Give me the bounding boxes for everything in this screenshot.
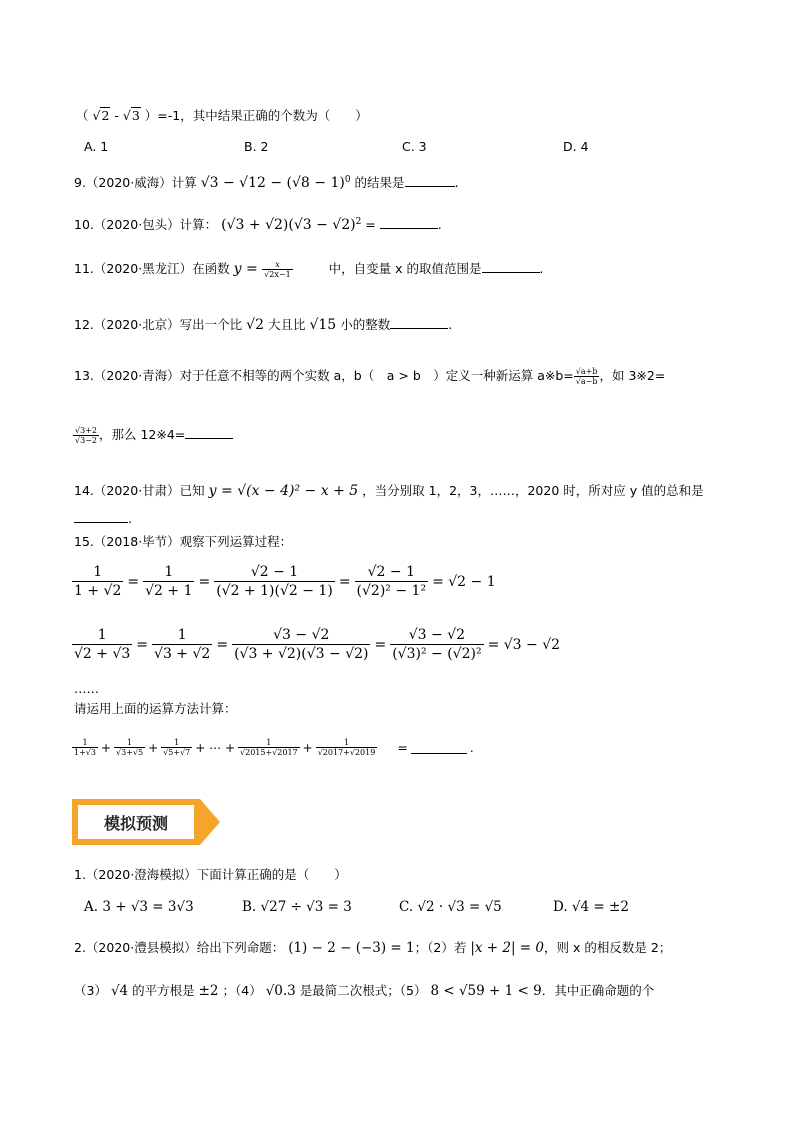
- q13-example-fraction: $\frac{√3+2}{√3-2}$: [75, 426, 97, 445]
- q15-row1-frac-3: $\frac{√2 - 1}{(√2 + 1)(√2 - 1)}$: [216, 564, 333, 599]
- q8-option-b: B. 2: [244, 139, 269, 154]
- q13-line2: $\frac{√3+2}{√3-2}$ ，那么 12※4=: [73, 426, 233, 445]
- q8-option-c: C. 3: [402, 139, 427, 154]
- q13-answer-blank[interactable]: [185, 426, 233, 439]
- q8-tail-line: （ √2 - √3 ）=-1，其中结果正确的个数为（ ）: [76, 108, 368, 123]
- q12-answer-blank[interactable]: [390, 316, 448, 329]
- q15-row2-frac-1: $\frac{1}{√2 + √3}$: [74, 627, 131, 662]
- m1-option-d: D. √4 = ±2: [553, 899, 629, 915]
- q15-sum-term-4: $\frac{1}{√2015+√2017}$: [240, 738, 298, 757]
- q10-math: (√3 + √2)(√3 − √2): [221, 217, 356, 234]
- q15-ellipsis: ……: [74, 681, 99, 696]
- q9-math: √3 − √12 − (√8 − 1): [200, 175, 345, 192]
- q14-line1: 14.（2020·甘肃）已知 y = √(x − 4)² − x + 5 ，当分别取 1，2，3，……，2020 时，所对应 y 值的总和是: [74, 483, 704, 499]
- q15-sum-term-2: $\frac{1}{√3+√5}$: [116, 738, 144, 757]
- m1-option-a: A. 3 + √3 = 3√3: [84, 899, 194, 915]
- q14-line2: .: [74, 510, 132, 528]
- q15-row2-frac-2: $\frac{1}{√3 + √2}$: [154, 627, 211, 662]
- q15-row1: $\frac{1}{1 + √2}$ = $\frac{1}{√2 + 1}$ = $\frac{√2 - 1}{(√2 + 1)(√2 - 1)}$ = $\frac{√2 - 1}{\text{(√2)² − 1²}}$ = √2 − 1: [74, 564, 496, 599]
- section-banner: [72, 799, 222, 845]
- q15-row2-frac-3: $\frac{√3 - √2}{(√3 + √2)(√3 - √2)}$: [234, 627, 369, 662]
- q15-row1-frac-4: $\frac{√2 - 1}{\text{(√2)² − 1²}}$: [356, 564, 427, 599]
- q11-line: 11.（2020·黑龙江）在函数 y = $\frac{x}{√2x-1}$ 中，自变量 x 的取值范围是 .: [74, 260, 544, 279]
- section-title: 模拟预测: [103, 813, 168, 833]
- q15-sum-term-5: $\frac{1}{√2017+√2019}$: [317, 738, 376, 757]
- q10-answer-blank[interactable]: [380, 216, 438, 229]
- q15-answer-blank[interactable]: [411, 741, 467, 754]
- m2-line2: （3） √4 的平方根是 ±2 ；（4） √0.3 是最简二次根式；（5） 8 < √59 + 1 < 9．其中正确命题的个: [74, 983, 655, 999]
- q12-line: 12.（2020·北京）写出一个比 √2 大且比 √15 小的整数 .: [74, 317, 453, 333]
- q15-title: 15.（2018·毕节）观察下列运算过程：: [74, 534, 293, 549]
- q8-radicand-a: 2: [101, 108, 110, 123]
- q8-radicand-b: 3: [131, 108, 140, 123]
- m2-line1: 2.（2020·澧县模拟）给出下列命题： (1) − 2 − (−3) = 1；（2）若 |x + 2| = 0，则 x 的相反数是 2；: [74, 940, 672, 956]
- m1-stem: 1.（2020·澄海模拟）下面计算正确的是（ ）: [74, 867, 347, 882]
- q10-line: 10.（2020·包头）计算： $(√3 + √2)(√3 - √2)^2$ = .: [74, 217, 442, 234]
- q15-row2: $\frac{1}{√2 + √3}$ = $\frac{1}{√3 + √2}$ = $\frac{√3 - √2}{(√3 + √2)(√3 - √2)}$ = $\frac{√3 - √2}{\text{(√3)² − (√2)²}}$ = √3 − √2: [74, 627, 561, 662]
- q15-sum-term-3: $\frac{1}{√5+√7}$: [163, 738, 191, 757]
- q9-line: 9.（2020·威海）计算 $√3 - √12 - (√8 - 1)^0$ 的结果是 .: [74, 175, 459, 192]
- q15-row1-frac-2: $\frac{1}{√2 + 1}$: [145, 564, 193, 599]
- q8-option-a: A. 1: [84, 139, 109, 154]
- q15-row2-frac-4: $\frac{√3 - √2}{\text{(√3)² − (√2)²}}$: [392, 627, 482, 662]
- q15-sum-term-1: $\frac{1}{1+√3}$: [74, 738, 96, 757]
- q15-instruction: 请运用上面的运算方法计算：: [74, 701, 237, 716]
- q15-sum-row: $\frac{1}{1+√3}$ + $\frac{1}{√3+√5}$ + $\frac{1}{√5+√7}$ + ⋯ + $\frac{1}{√2015+√2017}$ + $\frac{1}{√2017+√2019}$ = .: [74, 738, 474, 757]
- q8-option-d: D. 4: [563, 139, 589, 154]
- m1-option-b: B. √27 ÷ √3 = 3: [242, 899, 352, 915]
- q13-line1: 13.（2020·青海）对于任意不相等的两个实数 a，b（ a > b ）定义一种新运算 a※b= $\frac{√a+b}{√a-b}$ ，如 3※2=: [74, 367, 666, 386]
- q11-answer-blank[interactable]: [482, 260, 540, 273]
- q15-row1-frac-1: $\frac{1}{1 + √2}$: [74, 564, 122, 599]
- q14-math: y = √(x − 4)² − x + 5: [208, 483, 359, 499]
- q13-definition-fraction: $\frac{√a+b}{√a-b}$: [575, 367, 598, 386]
- q14-answer-blank[interactable]: [74, 510, 128, 523]
- q11-fraction: $\frac{x}{√2x-1}$: [264, 260, 291, 279]
- m1-option-c: C. √2 · √3 = √5: [399, 899, 502, 915]
- q9-answer-blank[interactable]: [405, 174, 455, 187]
